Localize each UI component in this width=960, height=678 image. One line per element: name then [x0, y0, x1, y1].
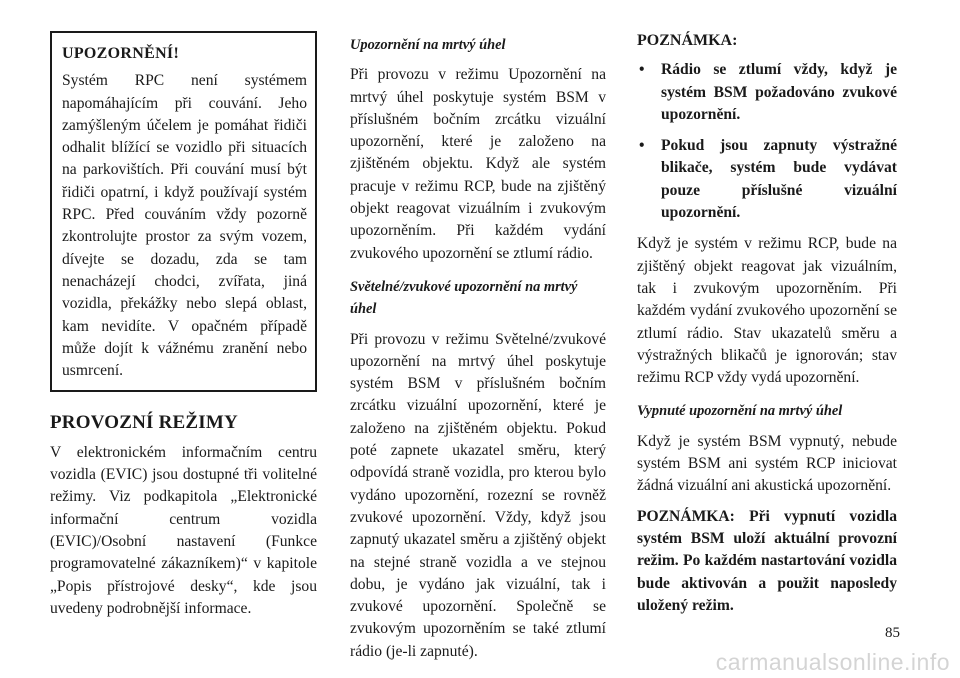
note-bullet-text: Rádio se ztlumí vždy, když je systém BSM požadováno zvukové upozornění.: [661, 61, 897, 123]
left-column: [50, 30, 317, 620]
subheading-blind-spot-off: Vypnuté upozornění na mrtvý úhel: [637, 403, 843, 420]
bullet-icon: •: [639, 137, 645, 155]
paragraph-blind-spot-off: Když je systém BSM vypnutý, nebude systém BSM ani systém RCP iniciovat žádná vizuální ani akustická upozornění.: [637, 432, 897, 495]
note-bullet-text: Pokud jsou zapnuty výstražné blikače, systém bude vydávat pouze příslušné vizuální upozornění.: [661, 137, 897, 222]
middle-column: [350, 30, 606, 663]
warning-text: Systém RPC není systémem napomáhajícím při couvání. Jeho zamýšleným účelem je pomáhat řidiči odhalit blížící se vozidlo při situacích na parkovištích. Při couvání musí být řidiči opatrní, i když používají systém RPC. Před couváním vždy pozorně zkontrolujte prostor za svým vozem, dívejte se dozadu, zda se tam nenacházejí chodci, zvířata, jiná vozidla, překážky nebo slepá oblast, kam nevidíte. V opačném případě může dojít k vážnému zranění nebo usmrcení.: [62, 72, 307, 380]
note-bullet-item: [637, 59, 897, 126]
paragraph-blind-spot-alert: Při provozu v režimu Upozornění na mrtvý úhel poskytuje systém BSM v příslušném bočním zrcátku vizuální upozornění, které je založeno na zjištěném objektu. Když ale systém pracuje v režimu RCP, bude na zjištěný objekt reagovat vizuálním i zvukovým upozorněním. Při každém vydání zvukového upozornění se ztlumí rádio.: [350, 66, 606, 262]
right-column: [637, 30, 897, 617]
page-number: 85: [885, 625, 900, 641]
watermark: carmanualsonline.info: [715, 649, 950, 675]
warning-box: [50, 31, 317, 392]
subheading-light-sound-alert: Světelné/zvukové upozornění na mrtvý úhel: [350, 278, 578, 318]
warning-title: UPOZORNĚNÍ!: [62, 45, 180, 62]
section-heading: PROVOZNÍ REŽIMY: [50, 412, 238, 434]
note-vehicle-off: POZNÁMKA: Při vypnutí vozidla systém BSM uloží aktuální provozní režim. Po každém nastartování vozidla bude aktivován a použit naposledy uložený režim.: [637, 507, 897, 614]
bullet-icon: •: [639, 61, 645, 79]
note-title: POZNÁMKA:: [637, 32, 738, 49]
paragraph-rcp-mode: Když je systém v režimu RCP, bude na zjištěný objekt reagovat jak vizuálním, tak i zvukovým upozorněním. Při každém vydání zvukového upozornění se ztlumí rádio. Stav ukazatelů směru a výstražných blikačů je ignorován; stav režimu RCP vždy vydá upozornění.: [637, 235, 897, 387]
paragraph-light-sound-alert: Při provozu v režimu Světelné/zvukové upozornění na mrtvý úhel poskytuje systém BSM v příslušném bočním zrcátku vizuální upozornění, které je založeno na zjištěném objektu. Pokud poté zapnete ukazatel směru, který odpovídá straně vozidla, pro kterou bylo vydáno upozornění, rozezní se rovněž zvukové upozornění. Vždy, když jsou zapnutý ukazatel směru a zjištěný objekt na stejné straně vozidla a ve stejnou dobu, je vydáno jak vizuální, tak i zvukové upozornění. Společně se zvukovým upozorněním se také ztlumí rádio (je-li zapnuté).: [350, 330, 606, 660]
note-bullet-item: [637, 135, 897, 224]
note-bullet-list: [637, 59, 897, 224]
subheading-blind-spot-alert: Upozornění na mrtvý úhel: [350, 37, 506, 53]
section-paragraph: V elektronickém informačním centru vozidla (EVIC) jsou dostupné tři volitelné režimy. Viz podkapitola „Elektronické informační centrum vozidla (EVIC)/Osobní nastavení (Funkce programovatelné zákazníkem)“ v kapitole „Popis přístrojové desky“, kde jsou uvedeny podrobnější informace.: [50, 443, 317, 617]
